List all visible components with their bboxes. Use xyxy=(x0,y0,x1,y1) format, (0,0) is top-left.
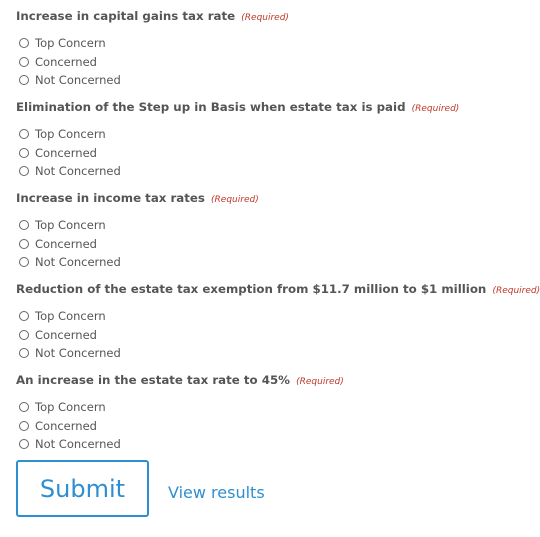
question-title: Elimination of the Step up in Basis when estate tax is paid (Required) xyxy=(16,100,460,114)
radio-button[interactable] xyxy=(19,421,29,431)
radio-option-not-concerned[interactable]: Not Concerned xyxy=(16,435,344,454)
radio-button[interactable] xyxy=(19,402,29,412)
radio-button[interactable] xyxy=(19,148,29,158)
submit-button[interactable]: Submit xyxy=(16,460,149,517)
radio-button[interactable] xyxy=(19,129,29,139)
radio-option-top-concern[interactable]: Top Concern xyxy=(16,34,289,53)
radio-button[interactable] xyxy=(19,257,29,267)
required-label: (Required) xyxy=(296,377,344,387)
radio-option-concerned[interactable]: Concerned xyxy=(16,326,540,345)
radio-option-top-concern[interactable]: Top Concern xyxy=(16,125,459,144)
radio-option-concerned[interactable]: Concerned xyxy=(16,144,459,163)
radio-button[interactable] xyxy=(19,57,29,67)
radio-option-concerned[interactable]: Concerned xyxy=(16,53,289,72)
question-title: Increase in income tax rates (Required) xyxy=(16,191,259,205)
radio-option-not-concerned[interactable]: Not Concerned xyxy=(16,344,540,363)
radio-button[interactable] xyxy=(19,75,29,85)
radio-button[interactable] xyxy=(19,439,29,449)
radio-button[interactable] xyxy=(19,166,29,176)
radio-button[interactable] xyxy=(19,311,29,321)
radio-option-concerned[interactable]: Concerned xyxy=(16,417,344,436)
question-1 xyxy=(16,99,459,181)
required-label: (Required) xyxy=(492,286,540,296)
radio-option-concerned[interactable]: Concerned xyxy=(16,235,259,254)
question-3 xyxy=(16,281,540,363)
question-title: Increase in capital gains tax rate (Required) xyxy=(16,9,289,23)
question-0 xyxy=(16,8,289,90)
radio-button[interactable] xyxy=(19,239,29,249)
radio-option-top-concern[interactable]: Top Concern xyxy=(16,398,344,417)
radio-button[interactable] xyxy=(19,38,29,48)
question-title: An increase in the estate tax rate to 45% (Required) xyxy=(16,373,344,387)
radio-button[interactable] xyxy=(19,220,29,230)
question-title: Reduction of the estate tax exemption from $11.7 million to $1 million (Required) xyxy=(16,282,540,296)
question-2 xyxy=(16,190,259,272)
radio-option-top-concern[interactable]: Top Concern xyxy=(16,307,540,326)
radio-button[interactable] xyxy=(19,348,29,358)
radio-button[interactable] xyxy=(19,330,29,340)
required-label: (Required) xyxy=(241,13,289,23)
radio-option-top-concern[interactable]: Top Concern xyxy=(16,216,259,235)
radio-option-not-concerned[interactable]: Not Concerned xyxy=(16,253,259,272)
radio-option-not-concerned[interactable]: Not Concerned xyxy=(16,162,459,181)
required-label: (Required) xyxy=(211,195,259,205)
view-results-link[interactable]: View results xyxy=(168,483,265,502)
radio-option-not-concerned[interactable]: Not Concerned xyxy=(16,71,289,90)
question-4 xyxy=(16,372,344,454)
required-label: (Required) xyxy=(411,104,460,114)
